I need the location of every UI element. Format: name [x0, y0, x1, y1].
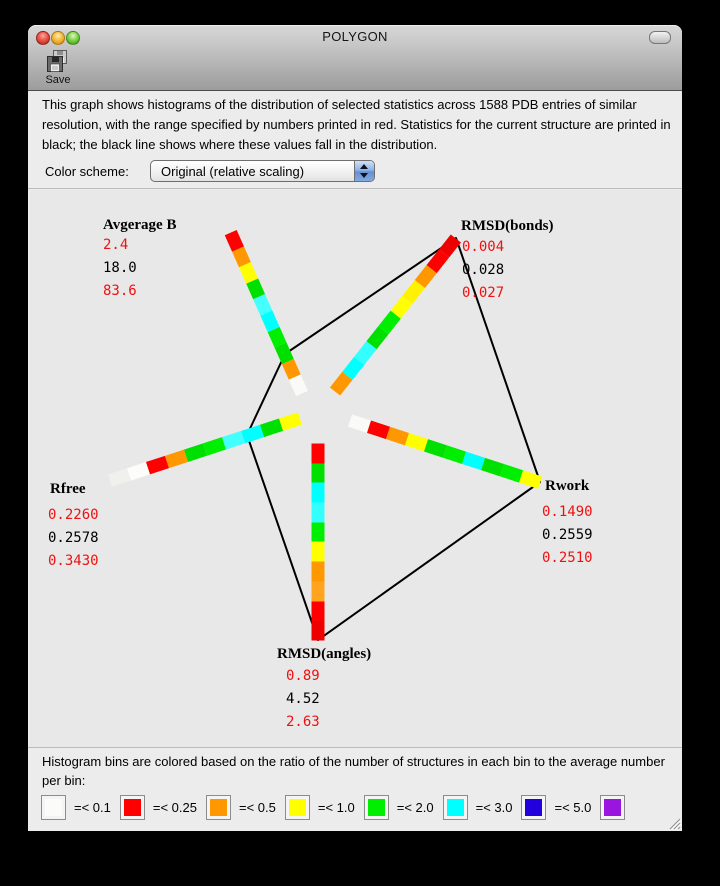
- axis-values: [462, 236, 504, 305]
- legend-label: =< 0.1: [74, 800, 111, 815]
- legend-swatch: [45, 799, 62, 816]
- axis-min-value: 2.4: [103, 237, 129, 253]
- save-button[interactable]: [36, 50, 80, 88]
- histogram-bin-segment: [312, 502, 325, 522]
- legend-swatch: [447, 799, 464, 816]
- histogram-bin-segment: [312, 443, 325, 463]
- legend-item: [120, 795, 197, 820]
- polygon-plot-canvas: [30, 190, 680, 747]
- save-button-label: Save: [45, 74, 71, 86]
- separator: [28, 747, 682, 748]
- histogram-spoke-rmsd-angles-: [312, 443, 325, 640]
- axis-current-value: 0.2578: [48, 530, 99, 546]
- legend-swatch-box: [41, 795, 66, 820]
- legend-swatch-box: [120, 795, 145, 820]
- histogram-bin-segment: [312, 581, 325, 601]
- legend-item: [600, 795, 625, 820]
- legend-swatch: [525, 799, 542, 816]
- titlebar[interactable]: [28, 25, 682, 48]
- legend-item: [206, 795, 276, 820]
- axis-max-value: 83.6: [103, 283, 137, 299]
- histogram-bin-segment: [312, 522, 325, 542]
- axis-max-value: 0.3430: [48, 553, 99, 569]
- legend-label: =< 5.0: [554, 800, 592, 815]
- legend-swatch-box: [521, 795, 546, 820]
- color-scheme-label: Color scheme:: [45, 164, 129, 179]
- legend-swatch-box: [443, 795, 468, 820]
- axis-values: [103, 234, 137, 303]
- axis-label: RMSD(bonds): [461, 218, 554, 234]
- legend-item: [41, 795, 111, 820]
- axis-values: [286, 665, 320, 734]
- axis-current-value: 4.52: [286, 691, 320, 707]
- axis-label: RMSD(angles): [277, 646, 372, 662]
- separator: [28, 188, 682, 189]
- legend-label: =< 0.25: [152, 800, 197, 815]
- description-text: This graph shows histograms of the distribution of selected statistics across 1588 PDB entries of similar resolution, with the range specified by numbers printed in red. Statistics for the current structure are printed in black; the black line shows where these values fall in the distribution.: [42, 97, 671, 152]
- save-floppy-icon: [45, 50, 72, 74]
- histogram-bin-segment: [312, 601, 325, 621]
- axis-current-value: 0.2559: [542, 527, 593, 543]
- legend-swatch: [124, 799, 141, 816]
- resize-grip[interactable]: [666, 815, 681, 830]
- color-scheme-selected-value: Original (relative scaling): [161, 164, 305, 179]
- color-scheme-select[interactable]: [150, 160, 375, 182]
- legend-item: [364, 795, 434, 820]
- toolbar-toggle-pill-button[interactable]: [649, 31, 671, 44]
- legend-label: =< 3.0: [475, 800, 513, 815]
- histogram-bin-segment: [312, 561, 325, 581]
- polygon-window: [28, 25, 682, 831]
- legend-swatch: [368, 799, 385, 816]
- histogram-bin-segment: [312, 463, 325, 483]
- legend-swatch-box: [285, 795, 310, 820]
- legend-item: [443, 795, 513, 820]
- legend-description-text: Histogram bins are colored based on the ratio of the number of structures in each bin to the average number per bin:: [42, 754, 665, 788]
- axis-min-value: 0.89: [286, 668, 320, 684]
- chevron-down-icon: [360, 173, 368, 178]
- legend-item: [285, 795, 355, 820]
- legend-swatch: [289, 799, 306, 816]
- axis-min-value: 0.1490: [542, 504, 593, 520]
- histogram-bin-segment: [312, 482, 325, 502]
- legend-swatch-box: [364, 795, 389, 820]
- axis-max-value: 0.2510: [542, 550, 593, 566]
- axis-max-value: 0.027: [462, 285, 505, 301]
- axis-current-value: 18.0: [103, 260, 137, 276]
- axis-min-value: 0.004: [462, 239, 505, 255]
- axis-values: [542, 501, 593, 570]
- histogram-color-legend: [41, 791, 677, 824]
- axis-label: Rwork: [545, 478, 590, 494]
- axis-max-value: 2.63: [286, 714, 320, 730]
- legend-label: =< 2.0: [396, 800, 434, 815]
- histogram-bin-segment: [312, 620, 325, 640]
- legend-item: [521, 795, 591, 820]
- legend-swatch: [210, 799, 227, 816]
- legend-label: =< 0.5: [238, 800, 276, 815]
- window-title: POLYGON: [322, 29, 388, 44]
- axis-label: Rfree: [50, 481, 86, 497]
- window-header: [28, 25, 682, 91]
- axis-label: Avgerage B: [103, 217, 177, 233]
- histogram-bin-segment: [312, 541, 325, 561]
- stepper-arrows-icon[interactable]: [354, 161, 374, 181]
- legend-swatch-box: [600, 795, 625, 820]
- chevron-up-icon: [360, 164, 368, 169]
- axis-current-value: 0.028: [462, 262, 505, 278]
- legend-swatch: [604, 799, 621, 816]
- axis-min-value: 0.2260: [48, 507, 99, 523]
- legend-swatch-box: [206, 795, 231, 820]
- axis-values: [48, 504, 99, 573]
- legend-label: =< 1.0: [317, 800, 355, 815]
